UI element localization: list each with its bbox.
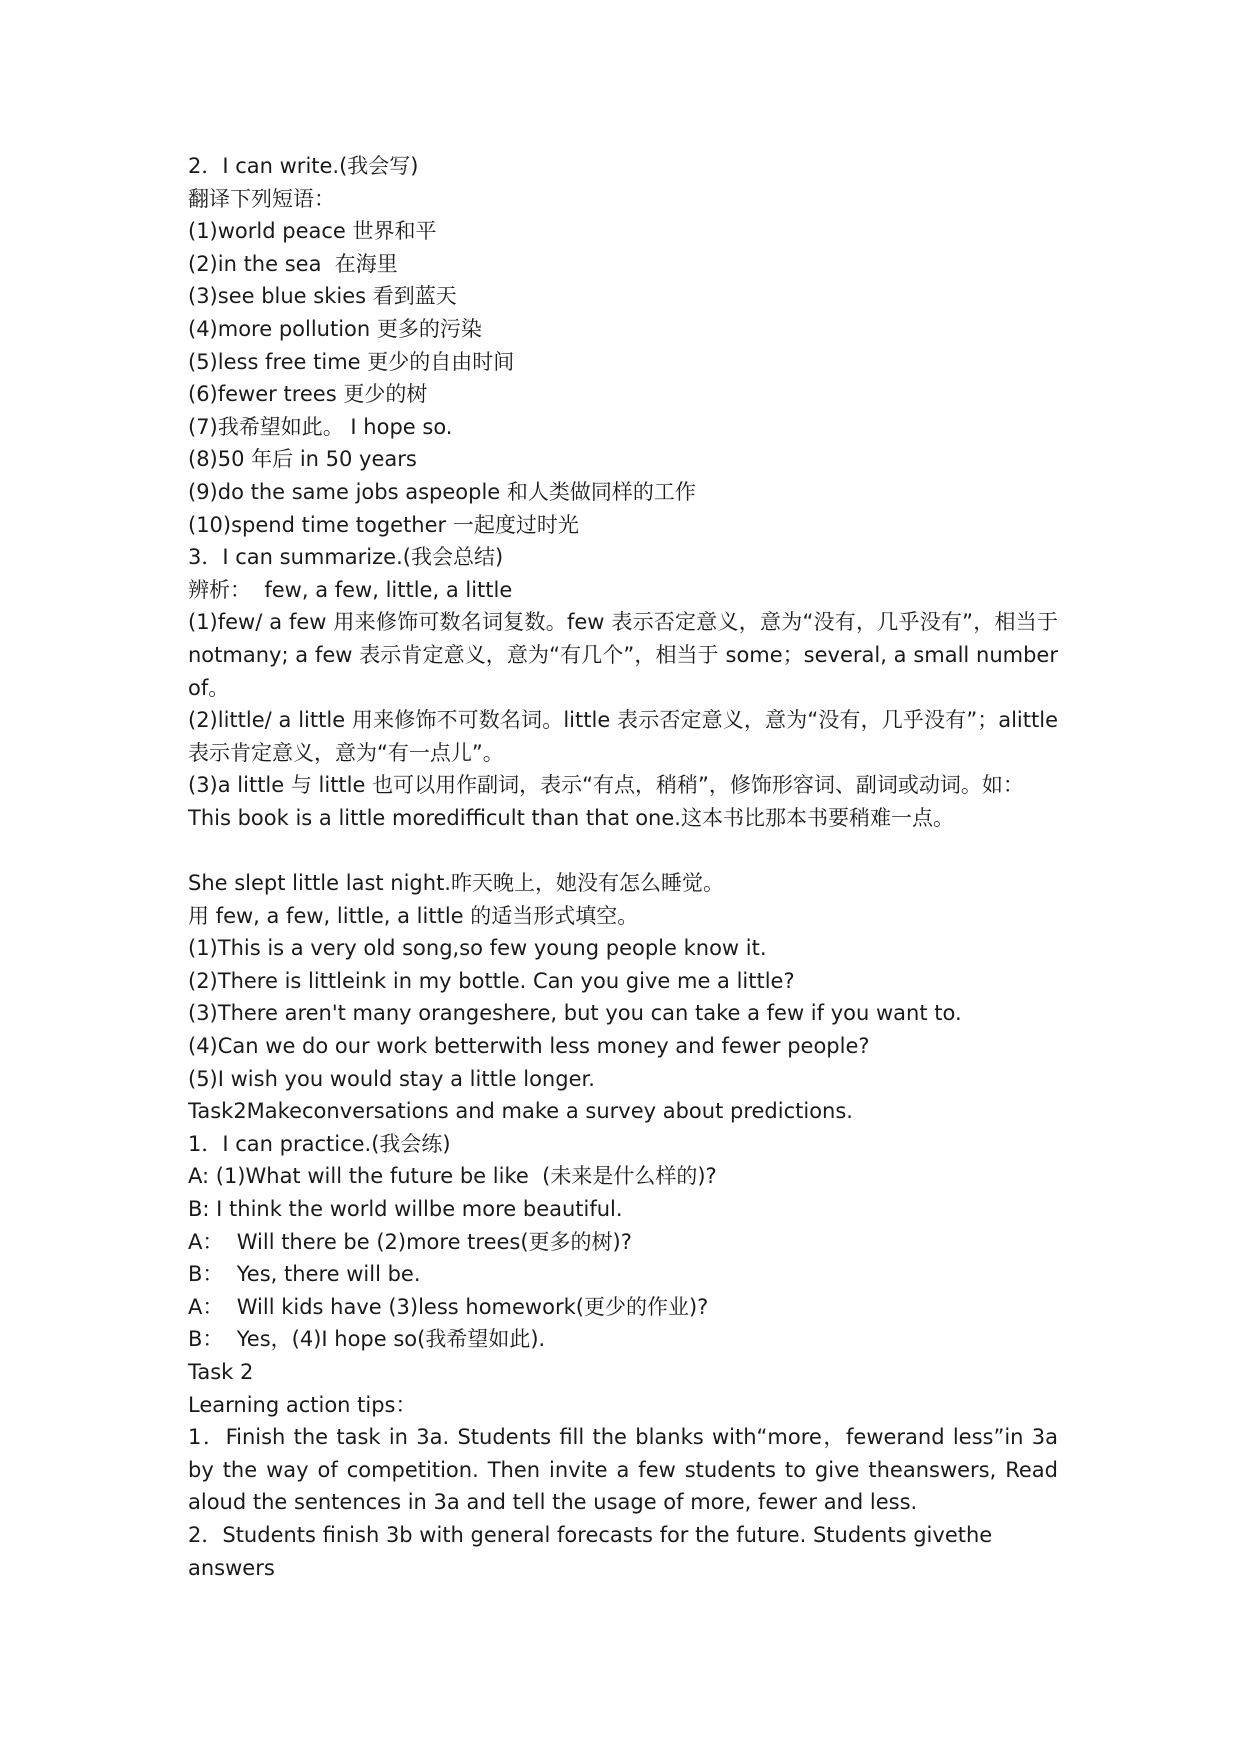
dialogue-line: B: I think the world willbe more beautiful.	[188, 1197, 623, 1221]
dialogue-line: A: (1)What will the future be like (未来是什么样的)?	[188, 1164, 717, 1189]
phrase-item: (7)我希望如此。 I hope so.	[188, 414, 453, 439]
phrase-item: (5)less free time 更少的自由时间	[188, 349, 515, 374]
heading-i-can-summarize: 3．I can summarize.(我会总结)	[188, 545, 504, 570]
exercise-item: (5)I wish you would stay a little longer.	[188, 1066, 595, 1091]
task-label: Task 2	[188, 1359, 254, 1384]
tips-heading: Learning action tips：	[188, 1392, 417, 1417]
phrase-item: (2)in the sea 在海里	[188, 251, 398, 276]
document-page	[188, 150, 1058, 1584]
phrase-item: (9)do the same jobs aspeople 和人类做同样的工作	[188, 479, 696, 504]
blank-line	[188, 834, 1058, 867]
distinction-title: 辨析： few, a few, little, a little	[188, 577, 513, 602]
heading-i-can-practice: 1．I can practice.(我会练)	[188, 1131, 451, 1156]
dialogue-line: B： Yes, there will be.	[188, 1262, 421, 1287]
dialogue-line: A： Will there be (2)more trees(更多的树)?	[188, 1229, 632, 1254]
example-sentence: She slept little last night.昨天晚上，她没有怎么睡觉。	[188, 871, 724, 896]
exercise-item: (4)Can we do our work betterwith less money and fewer people?	[188, 1034, 870, 1059]
explanation-paragraph: (1)few/ a few 用来修饰可数名词复数。few 表示否定意义，意为“没有，几乎没有”，相当于 notmany; a few 表示肯定意义，意为“有几个”，相当于 some；several, a small number of。	[188, 610, 1058, 700]
exercise-item: (3)There aren't many orangeshere, but you can take a few if you want to.	[188, 1001, 962, 1026]
heading-i-can-write: 2．I can write.(我会写)	[188, 154, 419, 178]
instruction-translate: 翻译下列短语：	[188, 186, 335, 211]
dialogue-line: A： Will kids have (3)less homework(更少的作业)?	[188, 1294, 709, 1319]
explanation-paragraph: (2)little/ a little 用来修饰不可数名词。little 表示否定意义，意为“没有，几乎没有”；alittle 表示肯定意义，意为“有一点儿”。	[188, 708, 1058, 765]
task-heading: Task2Makeconversations and make a survey about predictions.	[188, 1099, 853, 1124]
phrase-item: (8)50 年后 in 50 years	[188, 447, 417, 472]
tip-paragraph: 1．Finish the task in 3a. Students fill the blanks with“more，fewerand less”in 3a by the way of competition. Then invite a few students to give theanswers, Read aloud the sentences in 3a and tell the usage of more, fewer and less.	[188, 1425, 1058, 1515]
example-sentence: This book is a little moredifficult than that one.这本书比那本书要稍难一点。	[188, 805, 954, 830]
phrase-item: (6)fewer trees 更少的树	[188, 382, 428, 407]
exercise-item: (1)This is a very old song,so few young people know it.	[188, 936, 767, 961]
phrase-item: (3)see blue skies 看到蓝天	[188, 284, 457, 309]
exercise-item: (2)There is littleink in my bottle. Can you give me a little?	[188, 968, 795, 993]
tip-paragraph: 2．Students finish 3b with general forecasts for the future. Students givethe answers	[188, 1522, 999, 1580]
exercise-instruction: 用 few, a few, little, a little 的适当形式填空。	[188, 903, 639, 928]
dialogue-line: B： Yes，(4)I hope so(我希望如此).	[188, 1327, 546, 1352]
phrase-item: (10)spend time together 一起度过时光	[188, 512, 579, 537]
phrase-item: (4)more pollution 更多的污染	[188, 316, 482, 341]
phrase-item: (1)world peace 世界和平	[188, 219, 437, 244]
explanation-paragraph: (3)a little 与 little 也可以用作副词，表示“有点，稍稍”，修饰形容词、副词或动词。如：	[188, 773, 1024, 798]
